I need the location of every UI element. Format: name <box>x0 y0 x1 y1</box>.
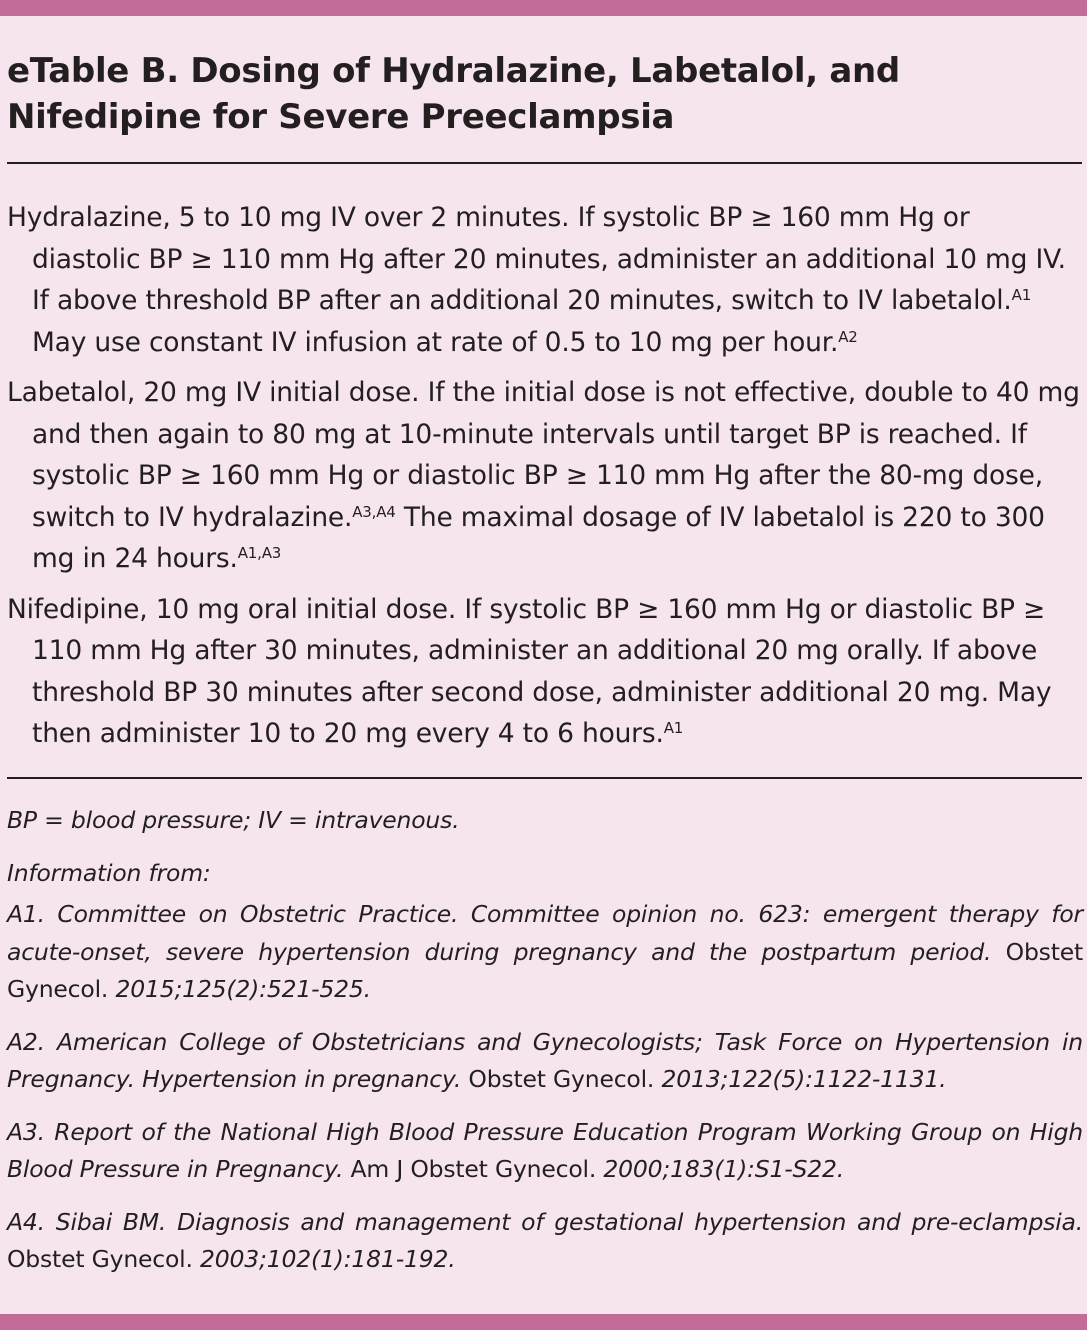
citation: A1,A3 <box>237 544 282 562</box>
journal-name: Obstet Gynecol. <box>7 937 1083 1003</box>
paragraph-text: May use constant IV infusion at rate of 0.5 to 10 mg per hour. <box>32 326 839 358</box>
reference-item <box>7 1024 1083 1099</box>
reference-item <box>7 1204 1083 1279</box>
nifedipine-paragraph <box>7 589 1083 755</box>
citation: A2 <box>838 327 858 346</box>
paragraph-text: Hydralazine, 5 to 10 mg IV over 2 minutes. If systolic BP ≥ 160 mm Hg or diastolic BP ≥ 110 mm Hg after 20 minutes, administer an additional 10 mg IV. If above threshold BP after an additional 20 minutes, switch to IV labetalol. <box>7 202 1066 316</box>
dosing-content <box>7 197 1083 764</box>
reference-citation: 2000;183(1):S1-S22. <box>596 1155 845 1183</box>
reference-citation: 2013;122(5):1122-1131. <box>654 1065 947 1093</box>
reference-text: A4. Sibai BM. Diagnosis and management of gestational hypertension and pre-eclampsia. <box>7 1207 1083 1236</box>
citation: A1 <box>663 719 684 737</box>
top-accent-bar <box>0 0 1087 16</box>
abbreviations: BP = blood pressure; IV = intravenous. <box>7 806 460 834</box>
reference-citation: 2015;125(2):521-525. <box>108 975 371 1003</box>
reference-text: A2. American College of Obstetricians and Gynecologists; Task Force on Hypertension in Pregnancy. Hypertension in pregnancy. <box>7 1027 1083 1093</box>
body-divider <box>7 777 1082 779</box>
reference-text: A1. Committee on Obstetric Practice. Committee opinion no. 623: emergent therapy for acute-onset, severe hypertension during pregnancy and the postpartum period. <box>7 900 1083 966</box>
citation: A1 <box>1011 286 1032 304</box>
footnotes <box>7 802 1083 1294</box>
reference-item <box>7 1114 1083 1189</box>
paragraph-text: Labetalol, 20 mg IV initial dose. If the initial dose is not effective, double to 40 mg and then again to 80 mg at 10-minute intervals until target BP is reached. If systolic BP ≥ 160 mm Hg or diastolic BP ≥ 110 mm Hg after the 80-mg dose, switch to IV hydralazine. <box>7 377 1080 533</box>
journal-name: Obstet Gynecol. <box>468 1065 655 1093</box>
labetalol-paragraph <box>7 372 1083 580</box>
paragraph-text: Nifedipine, 10 mg oral initial dose. If systolic BP ≥ 160 mm Hg or diastolic BP ≥ 110 mm Hg after 30 minutes, administer an additional 20 mg orally. If above threshold BP 30 minutes after second dose, administer additional 20 mg. May then administer 10 to 20 mg every 4 to 6 hours. <box>7 593 1052 749</box>
journal-name: Am J Obstet Gynecol. <box>350 1155 597 1183</box>
journal-name: Obstet Gynecol. <box>7 1245 193 1273</box>
reference-item <box>7 896 1083 1009</box>
title-divider <box>7 162 1082 164</box>
bottom-accent-bar <box>0 1314 1087 1330</box>
info-from-label: Information from: <box>7 858 211 887</box>
table-title: eTable B. Dosing of Hydralazine, Labetalol, and Nifedipine for Severe Preeclampsia <box>7 51 900 137</box>
reference-text: A3. Report of the National High Blood Pressure Education Program Working Group on High Blood Pressure in Pregnancy. <box>7 1117 1083 1183</box>
citation: A3,A4 <box>352 502 396 521</box>
reference-citation: 2003;102(1):181-192. <box>192 1245 456 1273</box>
hydralazine-paragraph <box>7 197 1083 363</box>
paragraph-text: The maximal dosage of IV labetalol is 220 to 300 mg in 24 hours. <box>32 501 1045 574</box>
